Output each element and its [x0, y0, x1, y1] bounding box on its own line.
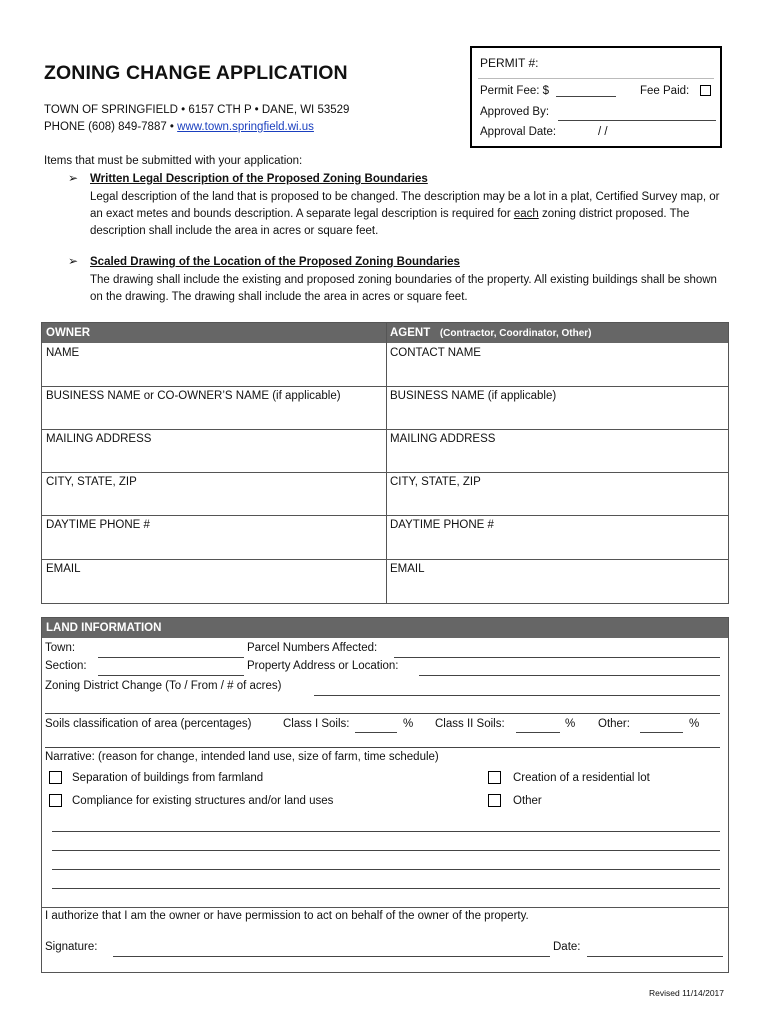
table-row-divider [42, 386, 728, 387]
arrow-bullet-icon: ➢ [68, 171, 79, 185]
permit-divider [478, 78, 714, 79]
table-row-divider [42, 515, 728, 516]
agent-header-sub: (Contractor, Coordinator, Other) [439, 328, 592, 339]
requirement-1-body [90, 189, 720, 240]
requirement-1-text-b: zoning district proposed. The description shall include the area in acres or square feet. [90, 208, 690, 237]
narrative-line-2[interactable] [52, 850, 720, 851]
owner-city-state-zip-field[interactable]: CITY, STATE, ZIP [46, 476, 137, 488]
town-field[interactable] [98, 657, 244, 658]
soils-label: Soils classification of area (percentages) [45, 718, 252, 730]
other-soils-label: Other: [598, 718, 630, 730]
revision-date: Revised 11/14/2017 [649, 988, 724, 998]
table-row-divider [42, 472, 728, 473]
table-row-divider [42, 559, 728, 560]
other-option-label: Other [513, 795, 542, 807]
authorization-divider [42, 907, 728, 908]
agent-header-label: AGENT [390, 327, 431, 339]
requirement-2-heading: Scaled Drawing of the Location of the Proposed Zoning Boundaries [90, 256, 460, 268]
narrative-line-3[interactable] [52, 869, 720, 870]
requirement-1-text-a: Legal description of the land that is proposed to be changed. The description may be a lot in a plat, Certified Survey map, or an exact metes and bounds description. A separate legal description is required for [90, 191, 720, 220]
owner-header: OWNER [42, 323, 386, 343]
website-link[interactable]: www.town.springfield.wi.us [177, 121, 314, 133]
permit-number-label: PERMIT #: [480, 56, 539, 70]
authorization-statement: I authorize that I am the owner or have permission to act on behalf of the owner of the property. [45, 910, 529, 922]
zoning-change-field[interactable] [314, 695, 720, 696]
owner-mailing-address-field[interactable]: MAILING ADDRESS [46, 433, 152, 445]
fee-paid-checkbox[interactable] [700, 85, 711, 96]
requirements-intro: Items that must be submitted with your application: [44, 155, 303, 167]
separation-checkbox[interactable] [49, 771, 62, 784]
signature-label: Signature: [45, 941, 98, 953]
class1-soils-field[interactable] [355, 732, 397, 733]
agent-contact-name-field[interactable]: CONTACT NAME [390, 347, 481, 359]
owner-email-field[interactable]: EMAIL [46, 563, 81, 575]
other-soils-field[interactable] [640, 732, 683, 733]
section-label: Section: [45, 660, 87, 672]
class2-soils-field[interactable] [516, 732, 560, 733]
owner-name-field[interactable]: NAME [46, 347, 80, 359]
narrative-label: Narrative: (reason for change, intended land use, size of farm, time schedule) [45, 751, 439, 763]
zoning-change-field-line-2[interactable] [45, 713, 720, 714]
approved-by-field[interactable] [558, 120, 716, 121]
signature-field[interactable] [113, 956, 550, 957]
parcel-numbers-label: Parcel Numbers Affected: [247, 642, 378, 654]
class1-soils-label: Class I Soils: [283, 718, 350, 730]
requirement-1-heading: Written Legal Description of the Proposed Zoning Boundaries [90, 173, 428, 185]
permit-fee-label: Permit Fee: $ [480, 85, 550, 97]
owner-agent-table [41, 322, 729, 604]
section-field[interactable] [98, 675, 244, 676]
requirement-2-body: The drawing shall include the existing and proposed zoning boundaries of the property. All existing buildings shall be shown on the drawing. The drawing shall include the area in acres or square feet. [90, 274, 717, 303]
requirement-1-emphasis: each [513, 208, 539, 220]
other-checkbox[interactable] [488, 794, 501, 807]
class2-percent: % [565, 718, 576, 730]
arrow-bullet-icon: ➢ [68, 254, 79, 268]
residential-lot-option-label: Creation of a residential lot [513, 772, 650, 784]
town-address: TOWN OF SPRINGFIELD • 6157 CTH P • DANE, WI 53529 [44, 104, 350, 116]
owner-business-name-field[interactable]: BUSINESS NAME or CO-OWNER’S NAME (if applicable) [46, 390, 341, 402]
other-percent: % [689, 718, 700, 730]
property-address-field[interactable] [419, 675, 720, 676]
agent-business-name-field[interactable]: BUSINESS NAME (if applicable) [390, 390, 557, 402]
fee-paid-label: Fee Paid: [640, 85, 690, 97]
approved-by-label: Approved By: [480, 106, 550, 118]
agent-header [387, 323, 728, 343]
permit-fee-field[interactable] [556, 96, 616, 97]
compliance-option-label: Compliance for existing structures and/or land uses [72, 795, 334, 807]
zoning-change-label: Zoning District Change (To / From / # of acres) [45, 680, 282, 692]
property-address-label: Property Address or Location: [247, 660, 399, 672]
land-information-section [41, 617, 729, 973]
page-title: ZONING CHANGE APPLICATION [44, 62, 348, 84]
table-row-divider [42, 429, 728, 430]
approval-date-field[interactable]: / / [598, 126, 608, 138]
agent-email-field[interactable]: EMAIL [390, 563, 425, 575]
approval-date-label: Approval Date: [480, 126, 557, 138]
date-field[interactable] [587, 956, 723, 957]
table-column-divider [386, 323, 387, 603]
agent-phone-field[interactable]: DAYTIME PHONE # [390, 519, 494, 531]
land-information-header: LAND INFORMATION [42, 618, 728, 638]
narrative-line-4[interactable] [52, 888, 720, 889]
town-phone [44, 121, 314, 133]
compliance-checkbox[interactable] [49, 794, 62, 807]
parcel-numbers-field[interactable] [394, 657, 720, 658]
narrative-line-1[interactable] [52, 831, 720, 832]
town-label: Town: [45, 642, 76, 654]
agent-city-state-zip-field[interactable]: CITY, STATE, ZIP [390, 476, 481, 488]
residential-lot-checkbox[interactable] [488, 771, 501, 784]
soils-field-line-2[interactable] [45, 747, 720, 748]
date-label: Date: [553, 941, 581, 953]
class2-soils-label: Class II Soils: [435, 718, 505, 730]
separation-option-label: Separation of buildings from farmland [72, 772, 264, 784]
agent-mailing-address-field[interactable]: MAILING ADDRESS [390, 433, 496, 445]
owner-phone-field[interactable]: DAYTIME PHONE # [46, 519, 150, 531]
phone-text: PHONE (608) 849-7887 • [44, 121, 178, 133]
class1-percent: % [403, 718, 414, 730]
permit-office-box [470, 46, 722, 148]
